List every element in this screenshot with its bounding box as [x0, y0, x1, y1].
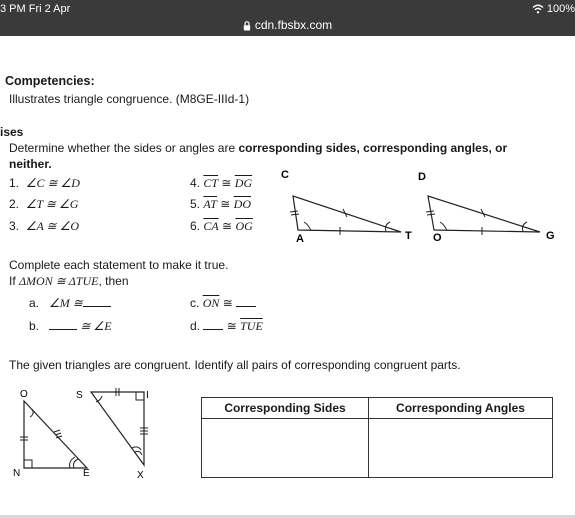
vertex-label-o2: O: [20, 389, 28, 400]
vertex-label-o: O: [433, 232, 442, 244]
answer-blank-b[interactable]: [49, 319, 77, 330]
battery-level: 100%: [546, 3, 575, 15]
worksheet: [0, 36, 575, 518]
complete-item-b: b. ≅ ∠E: [29, 319, 112, 333]
table-header-row: [202, 398, 553, 419]
vertex-label-i: I: [146, 390, 149, 401]
table-row: [202, 419, 553, 478]
answer-blank-d[interactable]: [203, 319, 223, 330]
exercise-item-4: 4. $\overline{CT}$ ≅ $\overline{DG}$: [190, 176, 253, 190]
exercise-item-6: 6. $\overline{CA}$ ≅ $\overline{OG}$: [190, 219, 253, 233]
vertex-label-n: N: [13, 468, 21, 479]
triangle-cat: [281, 169, 412, 245]
triangle-dog: [418, 171, 555, 244]
vertex-label-d: D: [418, 171, 426, 183]
vertex-label-s: S: [76, 390, 83, 401]
vertex-label-c: C: [281, 169, 289, 181]
exercise-item-5: 5. $\overline{AT}$ ≅ $\overline{DO}$: [190, 197, 252, 211]
lock-icon: [243, 21, 251, 31]
wifi-icon: [532, 4, 544, 14]
triangle-one: [13, 389, 90, 479]
answer-cell-angles[interactable]: [369, 419, 553, 478]
competencies-text: Illustrates triangle congruence. (M8GE-IIId-1): [9, 92, 250, 106]
vertex-label-x: X: [137, 470, 144, 481]
vertex-label-t: T: [405, 230, 412, 242]
exercises-heading: ises: [0, 125, 24, 139]
competencies-heading: Competencies:: [5, 74, 95, 88]
complete-item-a: a. ∠M ≅: [29, 296, 111, 311]
status-right: [532, 3, 575, 15]
url-text: cdn.fbsbx.com: [254, 18, 333, 32]
exercise-instruction: Determine whether the sides or angles are corresponding sides, corresponding angles, or: [9, 141, 508, 155]
corresponding-parts-table: [201, 397, 553, 478]
header-corresponding-angles: Corresponding Angles: [369, 398, 553, 419]
exercise-item-3: 3. ∠A ≅ ∠O: [9, 219, 80, 233]
complete-item-d: d. ≅ $\overline{TUE}$: [190, 319, 263, 333]
complete-item-c: c. $\overline{ON}$ ≅: [190, 296, 256, 311]
complete-given: If ΔMON ≅ ΔTUE, then: [9, 274, 129, 288]
answer-blank-c[interactable]: [236, 296, 256, 307]
answer-blank-a[interactable]: [83, 296, 111, 307]
congruent-parts-instruction: The given triangles are congruent. Identify all pairs of corresponding congruent parts.: [9, 358, 461, 372]
status-time: 3 PM Fri 2 Apr: [0, 3, 71, 15]
answer-cell-sides[interactable]: [202, 419, 369, 478]
header-corresponding-sides: Corresponding Sides: [202, 398, 369, 419]
complete-instruction: Complete each statement to make it true.: [9, 258, 229, 272]
exercise-instruction-end: neither.: [9, 157, 52, 171]
exercise-item-2: 2. ∠T ≅ ∠G: [9, 197, 79, 211]
status-bar: [0, 0, 575, 36]
exercise-item-1: 1. ∠C ≅ ∠D: [9, 176, 80, 190]
vertex-label-e: E: [83, 468, 90, 479]
vertex-label-g: G: [546, 230, 555, 242]
vertex-label-a: A: [296, 233, 304, 245]
address-bar[interactable]: [0, 18, 575, 32]
